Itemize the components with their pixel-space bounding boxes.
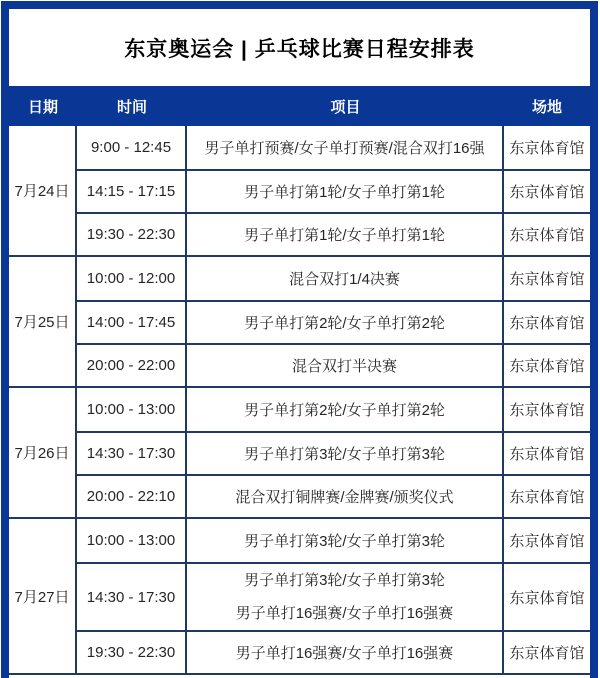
date-cell: 7月25日: [9, 257, 77, 386]
time-cell: 14:00 - 17:45: [77, 300, 187, 343]
venue-cell: 东京体育馆: [504, 562, 590, 630]
event-cell: 混合双打铜牌赛/金牌赛/颁奖仪式: [187, 474, 504, 517]
date-cell: 7月26日: [9, 388, 77, 517]
venue-cell: 东京体育馆: [509, 402, 585, 419]
venue-cell: 东京体育馆: [509, 140, 585, 157]
event-line-2: 男子单打16强赛/女子单打16强赛: [235, 605, 454, 622]
venue-cell: 东京体育馆: [509, 271, 585, 288]
event-cell: 混合双打1/4决赛: [187, 257, 504, 300]
time-cell: 10:00 - 13:00: [77, 519, 187, 562]
time-cell: 14:30 - 17:30: [77, 431, 187, 474]
schedule-table: [1, 1, 598, 678]
event-cell: 男子单打预赛/女子单打预赛/混合双打16强: [187, 126, 504, 169]
time-cell: 10:00 - 13:00: [77, 388, 187, 431]
time-cell: 10:00 - 12:00: [77, 257, 187, 300]
event-cell: 男子单打第3轮/女子单打第3轮: [187, 431, 504, 474]
time-cell: 9:00 - 12:45: [77, 126, 187, 169]
date-group-jul24: [9, 126, 590, 257]
date-cell: 7月24日: [9, 126, 77, 255]
column-header-venue: 场地: [531, 98, 562, 116]
table-header-row: [9, 86, 590, 126]
event-multiline: [236, 564, 454, 630]
date-group-jul26: [9, 388, 590, 519]
time-cell: 20:00 - 22:00: [77, 343, 187, 386]
venue-cell: 东京体育馆: [504, 343, 590, 386]
event-cell: [187, 562, 504, 630]
column-header-event: 项目: [330, 98, 361, 116]
date-group-jul25: [9, 257, 590, 388]
venue-cell: 东京体育馆: [504, 474, 590, 517]
date-cell: 7月27日: [9, 519, 77, 673]
venue-cell: 东京体育馆: [504, 212, 590, 255]
event-cell: 男子单打16强赛/女子单打16强赛: [187, 630, 504, 673]
time-cell: 20:00 - 22:10: [77, 474, 187, 517]
time-cell: 19:30 - 22:30: [77, 630, 187, 673]
column-header-date: 日期: [27, 98, 58, 116]
venue-cell: 东京体育馆: [504, 431, 590, 474]
time-cell: 19:30 - 22:30: [77, 212, 187, 255]
time-cell: 14:30 - 17:30: [77, 562, 187, 630]
page-title: 东京奥运会 | 乒乓球比赛日程安排表: [9, 9, 590, 86]
venue-cell: 东京体育馆: [504, 630, 590, 673]
event-cell: 男子单打第1轮/女子单打第1轮: [187, 212, 504, 255]
event-cell: 男子单打第1轮/女子单打第1轮: [187, 169, 504, 212]
column-header-time: 时间: [116, 98, 147, 116]
venue-cell: 东京体育馆: [509, 533, 585, 550]
venue-cell: 东京体育馆: [504, 169, 590, 212]
time-cell: 14:15 - 17:15: [77, 169, 187, 212]
event-cell: 男子单打第2轮/女子单打第2轮: [187, 388, 504, 431]
event-cell: 男子单打第2轮/女子单打第2轮: [187, 300, 504, 343]
venue-cell: 东京体育馆: [504, 300, 590, 343]
date-group-jul27: [9, 519, 590, 675]
event-line-1: 男子单打第3轮/女子单打第3轮: [244, 572, 445, 589]
event-cell: 混合双打半决赛: [187, 343, 504, 386]
event-cell: 男子单打第3轮/女子单打第3轮: [187, 519, 504, 562]
